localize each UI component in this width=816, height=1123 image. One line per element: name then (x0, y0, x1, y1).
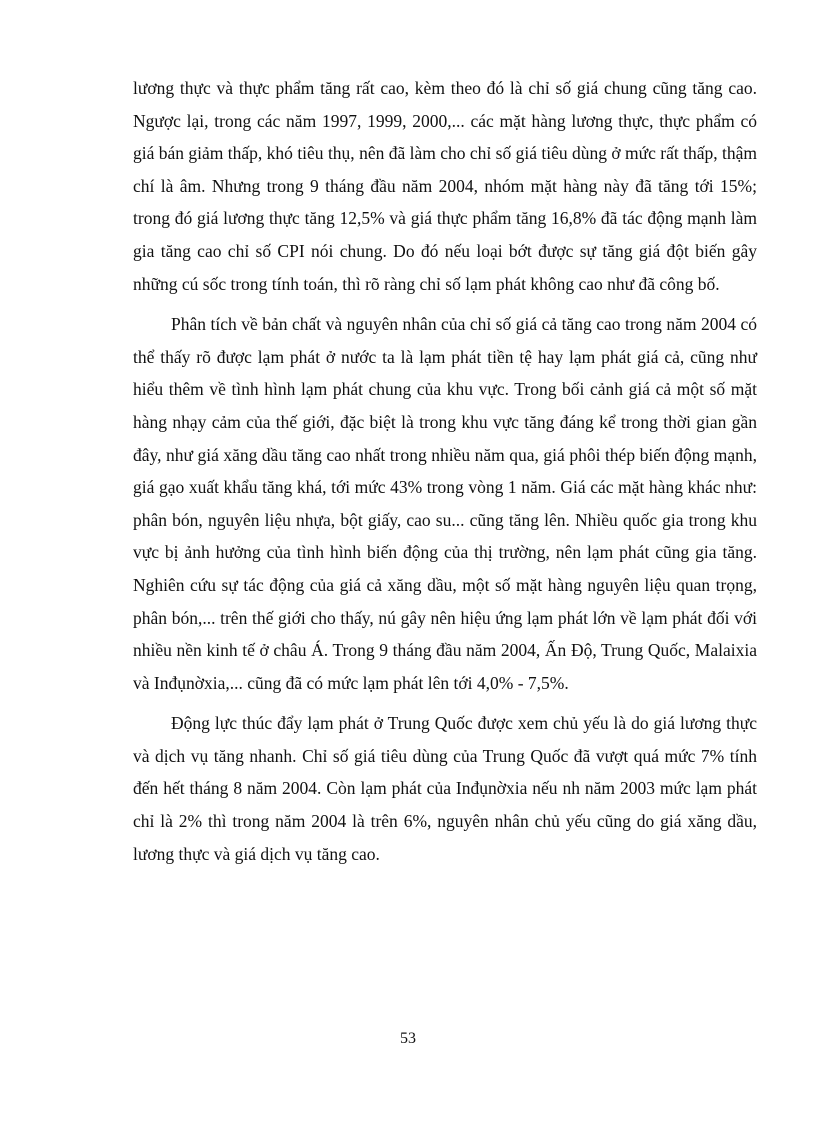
paragraph-3: Động lực thúc đẩy lạm phát ở Trung Quốc được xem chủ yếu là do giá lương thực và dịch vụ tăng nhanh. Chỉ số giá tiêu dùng của Trung Quốc đã vượt quá mức 7% tính đến hết tháng 8 năm 2004. Còn lạm phát của Inđụnờxia nếu nh năm 2003 mức lạm phát chỉ là 2% thì trong năm 2004 là trên 6%, nguyên nhân chủ yếu cũng do giá xăng dầu, lương thực và giá dịch vụ tăng cao. (133, 713, 757, 864)
paragraph-1: lương thực và thực phẩm tăng rất cao, kèm theo đó là chỉ số giá chung cũng tăng cao. Ngược lại, trong các năm 1997, 1999, 2000,... các mặt hàng lương thực, thực phẩm có giá bán giảm thấp, khó tiêu thụ, nên đã làm cho chỉ số giá tiêu dùng ở mức rất thấp, thậm chí là âm. Nhưng trong 9 tháng đầu năm 2004, nhóm mặt hàng này đã tăng tới 15%; trong đó giá lương thực tăng 12,5% và giá thực phẩm tăng 16,8% đã tác động mạnh làm gia tăng cao chỉ số CPI nói chung. Do đó nếu loại bớt được sự tăng giá đột biến gây những cú sốc trong tính toán, thì rõ ràng chỉ số lạm phát không cao như đã công bố. (133, 78, 757, 294)
body-text (133, 72, 757, 878)
paragraph-2: Phân tích về bản chất và nguyên nhân của chỉ số giá cả tăng cao trong năm 2004 có thể thấy rõ được lạm phát ở nước ta là lạm phát tiền tệ hay lạm phát giá cả, cũng như hiểu thêm về tình hình lạm phát chung của khu vực. Trong bối cảnh giá cả một số mặt hàng nhạy cảm của thế giới, đặc biệt là trong khu vực tăng đáng kể trong thời gian gần đây, như giá xăng dầu tăng cao nhất trong nhiều năm qua, giá phôi thép biến động mạnh, giá gạo xuất khẩu tăng khá, tới mức 43% trong vòng 1 năm. Giá các mặt hàng khác như: phân bón, nguyên liệu nhựa, bột giấy, cao su... cũng tăng lên. Nhiều quốc gia trong khu vực bị ảnh hưởng của tình hình biến động của thị trường, nên lạm phát cũng gia tăng. Nghiên cứu sự tác động của giá cả xăng dầu, một số mặt hàng nguyên liệu quan trọng, phân bón,... trên thế giới cho thấy, nú gây nên hiệu ứng lạm phát lớn về lạm phát đối với nhiều nền kinh tế ở châu Á. Trong 9 tháng đầu năm 2004, Ấn Độ, Trung Quốc, Malaixia và Inđụnờxia,... cũng đã có mức lạm phát lên tới 4,0% - 7,5%. (133, 314, 757, 693)
page-number: 53 (400, 1030, 416, 1047)
